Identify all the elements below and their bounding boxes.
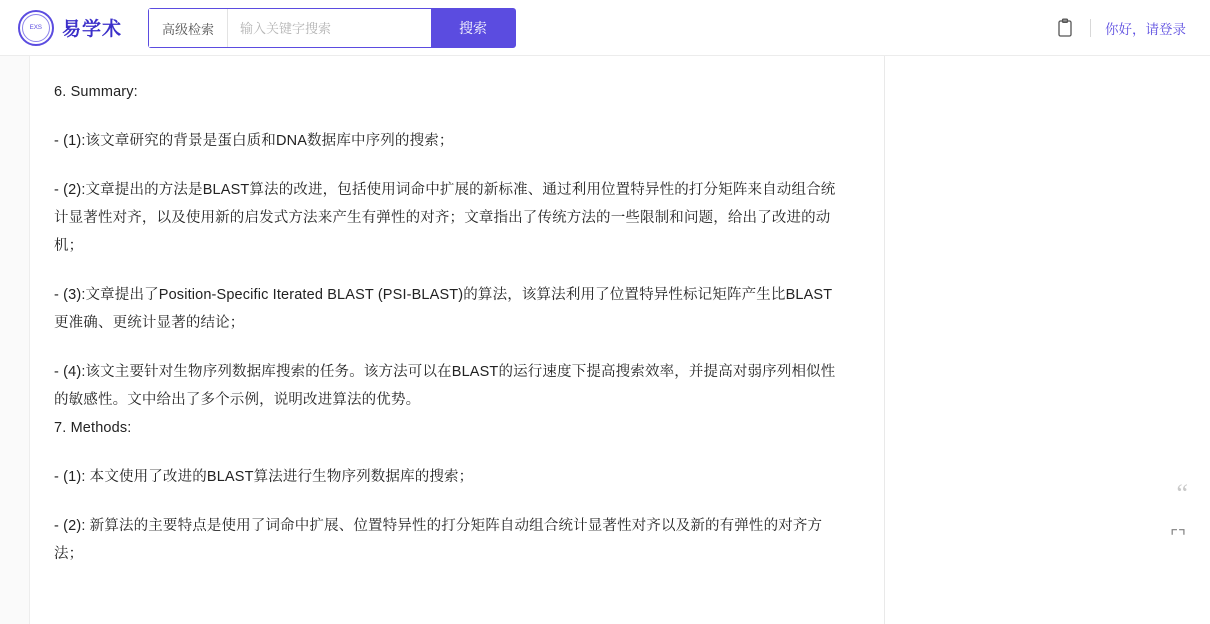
back-to-top-icon[interactable]: ⌜⌝ [1170, 527, 1186, 546]
search-bar [148, 8, 516, 48]
side-panel [886, 56, 1210, 624]
logo-icon [18, 10, 54, 46]
advanced-search-button[interactable]: 高级检索 [149, 9, 228, 47]
content-paragraph: 6. Summary: [54, 84, 138, 100]
search-button[interactable]: 搜索 [431, 9, 515, 47]
content-paragraph: - (1): 本文使用了改进的BLAST算法进行生物序列数据库的搜索； [54, 469, 474, 485]
search-input[interactable] [228, 9, 431, 47]
body-area [0, 56, 1210, 624]
content-paragraph: - (3):文章提出了Position-Specific Iterated BLAST (PSI-BLAST)的算法，该算法利用了位置特异性标记矩阵产生比BLAST更准确、更统计显著的结论； [54, 287, 833, 331]
clipboard-icon[interactable] [1054, 17, 1076, 39]
site-header [0, 0, 1210, 56]
content-paragraph: - (2):文章提出的方法是BLAST算法的改进，包括使用词命中扩展的新标准、通过利用位置特异性的打分矩阵来自动组合统计显著性对齐，以及使用新的启发式方法来产生有弹性的对齐；文章指出了传统方法的一些限制和问题，给出了改进的动机； [54, 182, 836, 254]
brand-logo[interactable] [18, 10, 148, 46]
header-actions [1054, 0, 1194, 56]
header-divider [1090, 19, 1091, 37]
content-paragraph: 7. Methods: [54, 420, 132, 436]
login-link[interactable]: 你好，请登录 [1105, 22, 1186, 37]
logo-mark-text: EXS [29, 24, 43, 31]
content-paragraph: - (1):该文章研究的背景是蛋白质和DNA数据库中序列的搜索； [54, 133, 454, 149]
summary-content-panel [30, 56, 885, 624]
brand-name: 易学术 [62, 19, 123, 40]
content-paragraph: - (2): 新算法的主要特点是使用了词命中扩展、位置特异性的打分矩阵自动组合统计显著性对齐以及新的有弹性的对齐方法； [54, 518, 823, 562]
left-rail [0, 56, 30, 624]
content-paragraph: - (4):该文主要针对生物序列数据库搜索的任务。该方法可以在BLAST的运行速度下提高搜索效率，并提高对弱序列相似性的敏感性。文中给出了多个示例，说明改进算法的优势。 [54, 364, 836, 408]
quote-icon[interactable]: “ [1176, 479, 1188, 508]
